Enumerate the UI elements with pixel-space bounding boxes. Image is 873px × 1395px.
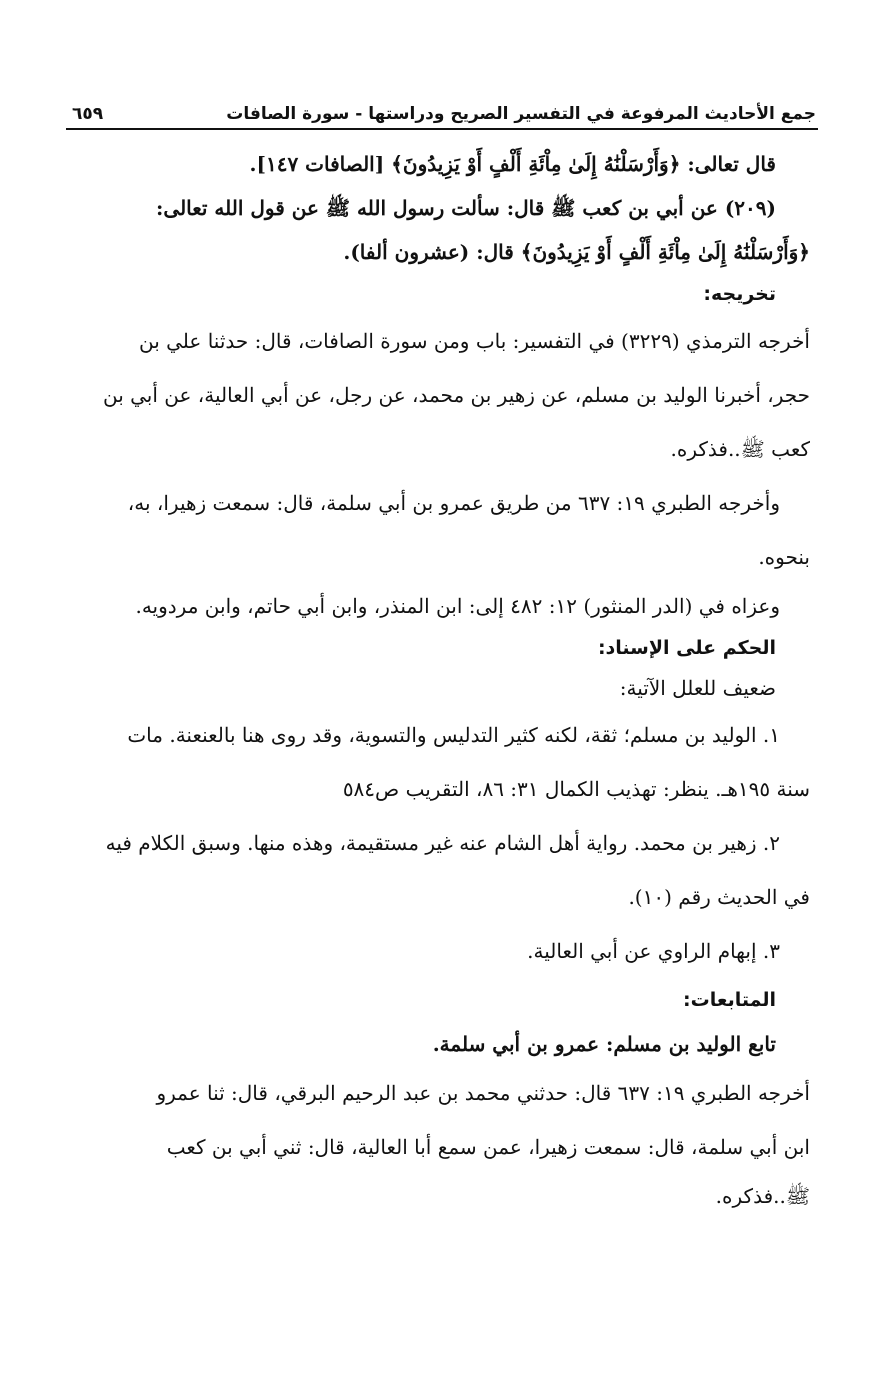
section-heading-mutabaat: المتابعات: bbox=[683, 989, 776, 1011]
paragraph-line: حجر، أخبرنا الوليد بن مسلم، عن زهير بن محمد، عن رجل، عن أبي العالية، عن أبي بن bbox=[102, 383, 810, 407]
paragraph-line: ضعيف للعلل الآتية: bbox=[619, 676, 776, 700]
paragraph-line: وأخرجه الطبري ١٩: ٦٣٧ من طريق عمرو بن أبي سلمة، قال: سمعت زهيرا، به، bbox=[127, 491, 780, 515]
section-heading-hukm: الحكم على الإسناد: bbox=[597, 637, 776, 659]
page-body bbox=[68, 142, 810, 1218]
section-heading-takhrij: تخريجه: bbox=[703, 283, 776, 305]
header-divider bbox=[66, 128, 818, 130]
list-item-continuation: سنة ١٩٥هـ. ينظر: تهذيب الكمال ٣١: ٨٦، التقريب ص٥٨٤ bbox=[342, 777, 810, 801]
paragraph-line: أخرجه الترمذي (٣٢٢٩) في التفسير: باب ومن سورة الصافات، قال: حدثنا علي بن bbox=[138, 329, 810, 353]
paragraph-line: ﷺ..فذكره. bbox=[715, 1184, 810, 1208]
paragraph-line: بنحوه. bbox=[758, 545, 810, 569]
list-item: ٢. زهير بن محمد. رواية أهل الشام عنه غير مستقيمة، وهذه منها. وسبق الكلام فيه bbox=[105, 831, 780, 855]
verse-line: قال تعالى: ﴿وَأَرْسَلْنَٰهُ إِلَىٰ مِاْئَةِ أَلْفٍ أَوْ يَزِيدُونَ﴾ [الصافات ١٤٧]. bbox=[249, 152, 776, 176]
header-title: جمع الأحاديث المرفوعة في التفسير الصريح ودراستها - سورة الصافات bbox=[226, 104, 816, 124]
paragraph-line: أخرجه الطبري ١٩: ٦٣٧ قال: حدثني محمد بن عبد الرحيم البرقي، قال: ثنا عمرو bbox=[156, 1081, 810, 1105]
hadith-line: (٢٠٩) عن أبي بن كعب ﷺ قال: سألت رسول الله ﷺ عن قول الله تعالى: bbox=[156, 196, 776, 220]
hadith-line: ﴿وَأَرْسَلْنَٰهُ إِلَىٰ مِاْئَةِ أَلْفٍ أَوْ يَزِيدُونَ﴾ قال: (عشرون ألفا). bbox=[343, 240, 810, 264]
list-item-continuation: في الحديث رقم (١٠). bbox=[628, 885, 810, 909]
paragraph-line: كعب ﷺ..فذكره. bbox=[670, 437, 810, 461]
paragraph-line: ابن أبي سلمة، قال: سمعت زهيرا، عمن سمع أبا العالية، قال: ثني أبي بن كعب bbox=[166, 1135, 810, 1159]
list-item: ٣. إبهام الراوي عن أبي العالية. bbox=[527, 939, 780, 963]
running-header bbox=[68, 100, 816, 130]
paragraph-line: تابع الوليد بن مسلم: عمرو بن أبي سلمة. bbox=[432, 1032, 776, 1056]
paragraph-line: وعزاه في (الدر المنثور) ١٢: ٤٨٢ إلى: ابن المنذر، وابن أبي حاتم، وابن مردويه. bbox=[135, 594, 780, 618]
page-number: ٦٥٩ bbox=[72, 104, 104, 124]
list-item: ١. الوليد بن مسلم؛ ثقة، لكنه كثير التدليس والتسوية، وقد روى هنا بالعنعنة. مات bbox=[127, 723, 780, 747]
